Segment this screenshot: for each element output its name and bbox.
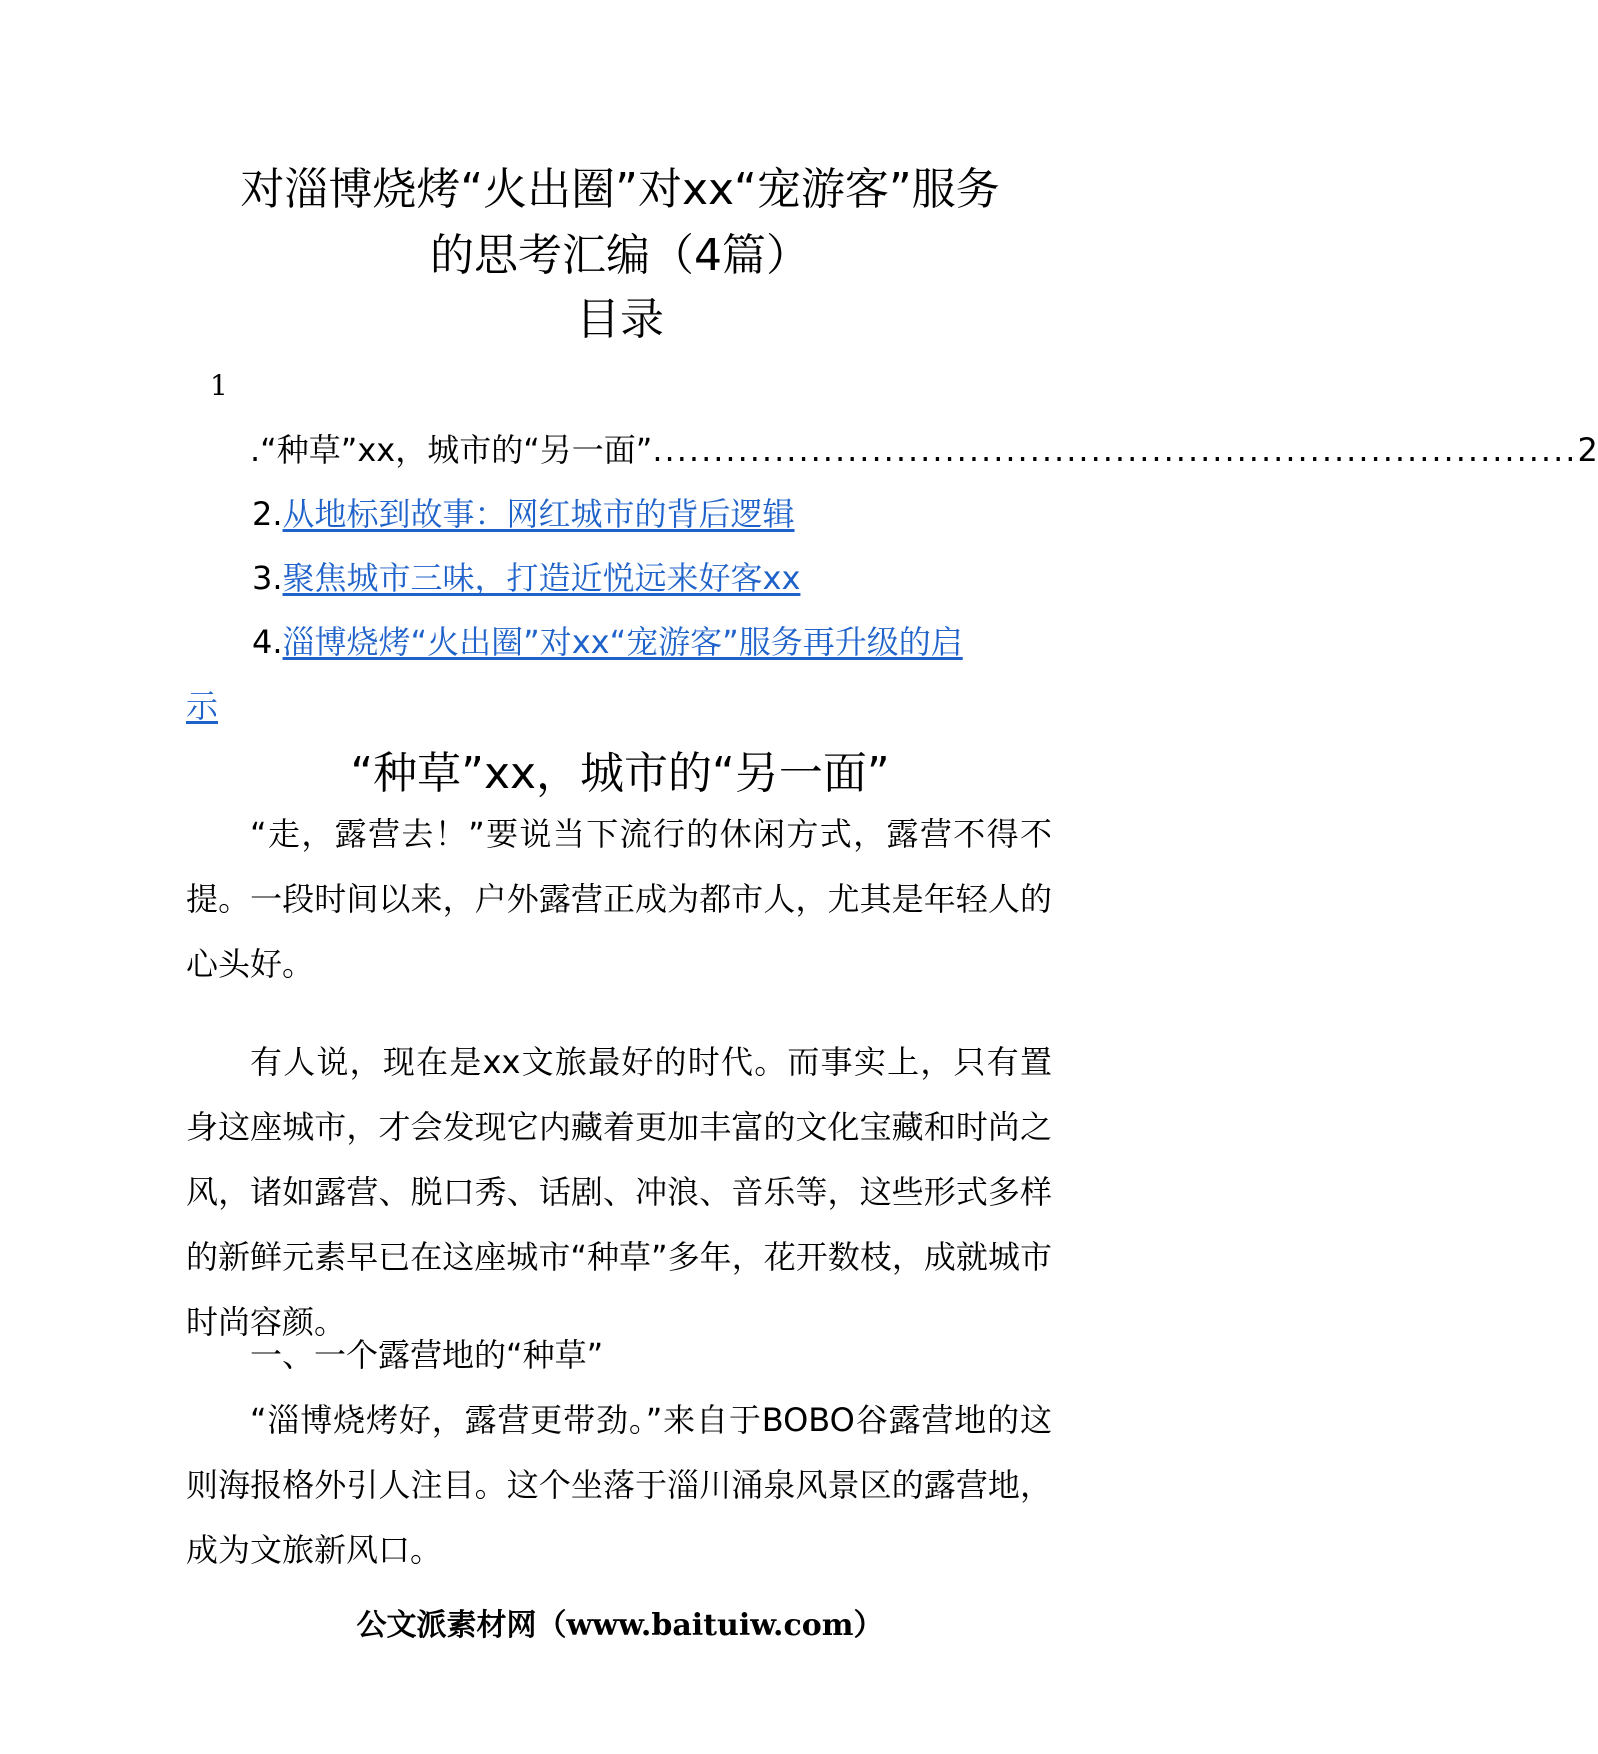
toc-item-1-page: 2 bbox=[1577, 431, 1598, 469]
toc-item-1-leader: ............................................................................ bbox=[652, 431, 1578, 469]
toc-item-2 bbox=[252, 492, 795, 536]
paragraph-2: 有人说，现在是xx文旅最好的时代。而事实上，只有置身这座城市，才会发现它内藏着更加丰富的文化宝藏和时尚之风，诸如露营、脱口秀、话剧、冲浪、音乐等，这些形式多样的新鲜元素早已在这座城市“种草”多年，花开数枝，成就城市时尚容颜。 bbox=[186, 1043, 1052, 1341]
subheading-1: 一、一个露营地的“种草” bbox=[250, 1336, 604, 1374]
toc-item-1-text: .“种草”xx，城市的“另一面” bbox=[250, 431, 653, 469]
document-title-line-2: 的思考汇编（4篇） bbox=[430, 230, 810, 281]
section-title: “种草”xx，城市的“另一面” bbox=[350, 748, 890, 799]
toc-item-4 bbox=[252, 620, 963, 664]
paragraph-1: “走，露营去！”要说当下流行的休闲方式，露营不得不提。一段时间以来，户外露营正成为都市人，尤其是年轻人的心头好。 bbox=[186, 815, 1052, 983]
toc-item-4-link-line-2[interactable]: 示 bbox=[186, 687, 219, 725]
toc-item-1[interactable] bbox=[250, 428, 1598, 472]
page-footer: 公文派素材网（www.baituiw.com） bbox=[356, 1608, 884, 1643]
toc-item-4-continued bbox=[186, 684, 218, 728]
toc-item-1-number: 1 bbox=[210, 369, 228, 402]
toc-item-3-prefix: 3. bbox=[252, 559, 283, 597]
toc-item-3-link[interactable]: 聚焦城市三味，打造近悦远来好客xx bbox=[282, 559, 801, 597]
toc-item-3 bbox=[252, 556, 800, 600]
toc-item-4-prefix: 4. bbox=[252, 623, 283, 661]
toc-item-4-link-line-1[interactable]: 淄博烧烤“火出圈”对xx“宠游客”服务再升级的启 bbox=[282, 623, 963, 661]
document-title-line-1: 对淄博烧烤“火出圈”对xx“宠游客”服务 bbox=[240, 164, 1000, 215]
toc-item-2-link[interactable]: 从地标到故事：网红城市的背后逻辑 bbox=[282, 495, 795, 533]
paragraph-3: “淄博烧烤好，露营更带劲。”来自于BOBO谷露营地的这则海报格外引人注目。这个坐落于淄川涌泉风景区的露营地，成为文旅新风口。 bbox=[186, 1401, 1052, 1569]
toc-item-2-prefix: 2. bbox=[252, 495, 283, 533]
toc-heading: 目录 bbox=[576, 294, 664, 345]
